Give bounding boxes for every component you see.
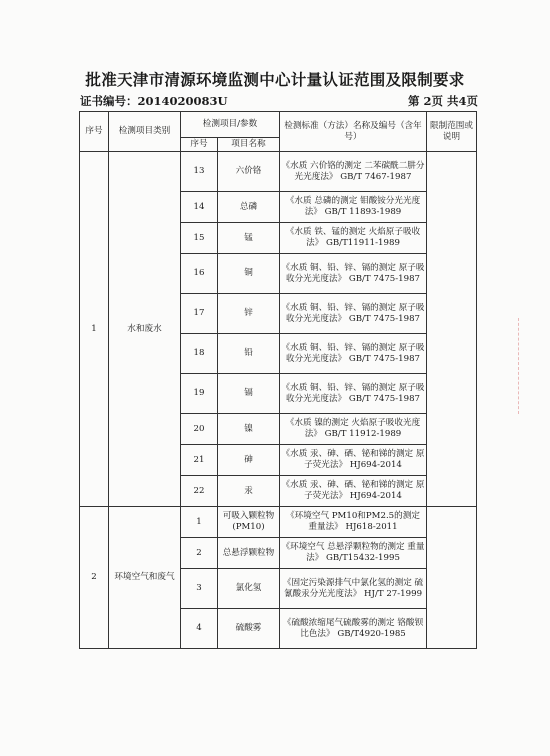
header-standard: 检测标准（方法）名称及编号（含年号）: [280, 112, 427, 152]
item-name: 总磷: [218, 192, 280, 223]
item-standard: 《硫酸浓缩尾气硫酸雾的测定 铬酸钡比色法》 GB/T4920-1985: [280, 609, 427, 649]
item-no: 16: [181, 254, 218, 294]
item-no: 19: [181, 374, 218, 414]
certificate-number: 证书编号：2014020083U: [80, 94, 228, 108]
item-standard: 《水质 汞、砷、硒、铋和锑的测定 原子荧光法》 HJ694-2014: [280, 476, 427, 507]
header-limit: 限制范围或说明: [427, 112, 477, 152]
item-no: 13: [181, 152, 218, 192]
item-name: 铜: [218, 254, 280, 294]
limit-cell: [427, 152, 477, 507]
item-standard: 《水质 汞、砷、硒、铋和锑的测定 原子荧光法》 HJ694-2014: [280, 445, 427, 476]
item-name: 汞: [218, 476, 280, 507]
item-standard: 《水质 镍的测定 火焰原子吸收光度法》 GB/T 11912-1989: [280, 414, 427, 445]
scope-table: [79, 111, 477, 649]
item-standard: 《水质 铜、铅、锌、镉的测定 原子吸收分光光度法》 GB/T 7475-1987: [280, 334, 427, 374]
item-standard: 《水质 铜、铅、锌、镉的测定 原子吸收分光光度法》 GB/T 7475-1987: [280, 254, 427, 294]
page-indicator: 第 2页 共4页: [407, 94, 478, 108]
item-standard: 《环境空气 PM10和PM2.5的测定 重量法》 HJ618-2011: [280, 507, 427, 538]
item-no: 21: [181, 445, 218, 476]
group-category: 环境空气和废气: [109, 507, 181, 649]
item-no: 20: [181, 414, 218, 445]
item-name: 六价铬: [218, 152, 280, 192]
item-name: 铅: [218, 334, 280, 374]
group-seq: 2: [80, 507, 109, 649]
header-item-seq: 序号: [181, 138, 218, 152]
item-no: 3: [181, 569, 218, 609]
group-category: 水和废水: [109, 152, 181, 507]
group-seq: 1: [80, 152, 109, 507]
header-seq: 序号: [80, 112, 109, 152]
item-no: 22: [181, 476, 218, 507]
item-name: 镉: [218, 374, 280, 414]
stamp-mark: [518, 318, 550, 414]
item-standard: 《水质 铜、铅、锌、镉的测定 原子吸收分光光度法》 GB/T 7475-1987: [280, 374, 427, 414]
item-name: 氯化氢: [218, 569, 280, 609]
item-no: 15: [181, 223, 218, 254]
item-name: 总悬浮颗粒物: [218, 538, 280, 569]
header-item-name: 项目名称: [218, 138, 280, 152]
item-no: 14: [181, 192, 218, 223]
item-standard: 《固定污染源排气中氯化氢的测定 硫氰酸汞分光光度法》 HJ/T 27-1999: [280, 569, 427, 609]
item-name: 锌: [218, 294, 280, 334]
header-item-param: 检测项目/参数: [181, 112, 280, 138]
item-name: 镍: [218, 414, 280, 445]
item-name: 锰: [218, 223, 280, 254]
item-name: 可吸入颗粒物(PM10): [218, 507, 280, 538]
item-no: 2: [181, 538, 218, 569]
item-no: 4: [181, 609, 218, 649]
limit-cell: [427, 507, 477, 649]
item-name: 砷: [218, 445, 280, 476]
header-category: 检测项目类别: [109, 112, 181, 152]
item-no: 17: [181, 294, 218, 334]
item-standard: 《水质 总磷的测定 钼酸铵分光光度法》 GB/T 11893-1989: [280, 192, 427, 223]
item-no: 1: [181, 507, 218, 538]
item-standard: 《水质 六价铬的测定 二苯碳酰二肼分光光度法》 GB/T 7467-1987: [280, 152, 427, 192]
item-no: 18: [181, 334, 218, 374]
item-standard: 《水质 铁、锰的测定 火焰原子吸收法》 GB/T11911-1989: [280, 223, 427, 254]
document-title: 批准天津市清源环境监测中心计量认证范围及限制要求: [85, 70, 465, 89]
item-standard: 《水质 铜、铅、锌、镉的测定 原子吸收分光光度法》 GB/T 7475-1987: [280, 294, 427, 334]
item-name: 硫酸雾: [218, 609, 280, 649]
item-standard: 《环境空气 总悬浮颗粒物的测定 重量法》 GB/T15432-1995: [280, 538, 427, 569]
